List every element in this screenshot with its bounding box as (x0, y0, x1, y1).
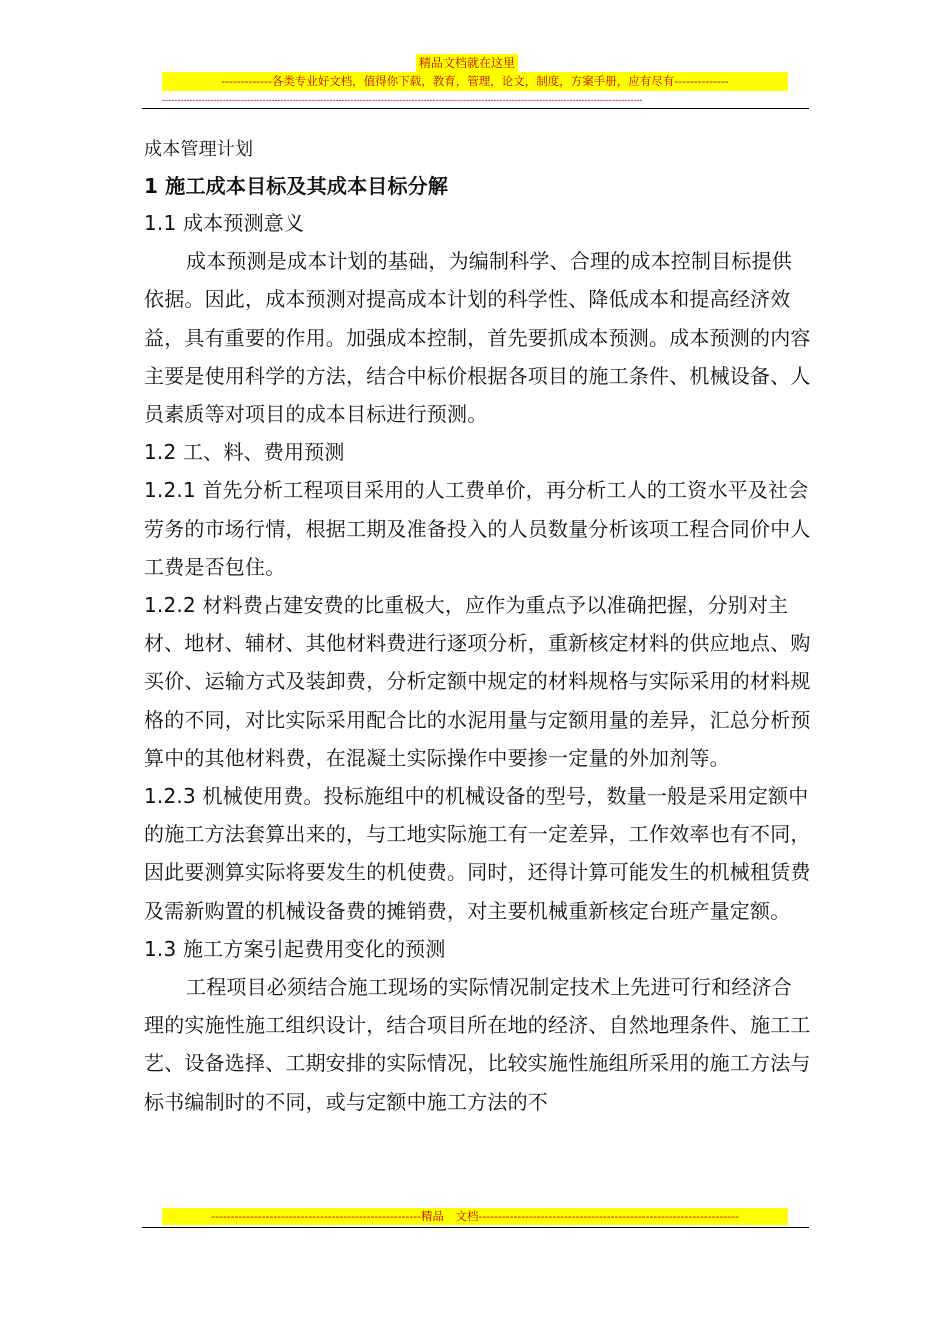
document-title: 成本管理计划 (144, 139, 254, 160)
paragraph-1-3: 工程项目必须结合施工现场的实际情况制定技术上先进可行和经济合理的实施性施工组织设计，结合项目所在地的经济、自然地理条件、施工工艺、设备选择、工期安排的实际情况，比较实施性施组所采用的施工方法与标书编制时的不同，或与定额中施工方法的不 (144, 975, 811, 1114)
header-banner: -------------各类专业好文档，值得你下载，教育，管理，论文，制度，方案手册，应有尽有-------------- (162, 72, 788, 91)
subsection-heading-1-3: 1.3 施工方案引起费用变化的预测 (144, 936, 446, 961)
footer-rule (142, 1227, 809, 1228)
subsection-heading-1-2: 1.2 工、料、费用预测 (144, 440, 345, 465)
header-dash-line: -------------------------------------------------------------------------------------------------------------------------------------------------------------- (162, 96, 643, 106)
footer-banner: ------------------------------------------------------精品 文档------------------------------------------------------------------- (162, 1208, 788, 1225)
document-body (144, 132, 812, 1121)
paragraph-1-2-3: 1.2.3 机械使用费。投标施组中的机械设备的型号，数量一般是采用定额中的施工方法套算出来的，与工地实际施工有一定差异，工作效率也有不同，因此要测算实际将要发生的机使费。同时，还得计算可能发生的机械租赁费及需新购置的机械设备费的摊销费，对主要机械重新核定台班产量定额。 (144, 784, 811, 923)
subsection-heading-1-1: 1.1 成本预测意义 (144, 211, 305, 235)
header-top-label: 精品文档就在这里 (416, 54, 518, 73)
paragraph-1-1: 成本预测是成本计划的基础，为编制科学、合理的成本控制目标提供依据。因此，成本预测对提高成本计划的科学性、降低成本和提高经济效益，具有重要的作用。加强成本控制，首先要抓成本预测。成本预测的内容主要是使用科学的方法，结合中标价根据各项目的施工条件、机械设备、人员素质等对项目的成本目标进行预测。 (144, 249, 811, 427)
header-rule (142, 108, 809, 109)
section-heading-1: 1 施工成本目标及其成本目标分解 (144, 174, 449, 198)
paragraph-1-2-1: 1.2.1 首先分析工程项目采用的人工费单价，再分析工人的工资水平及社会劳务的市场行情，根据工期及准备投入的人员数量分析该项工程合同价中人工费是否包住。 (144, 478, 811, 579)
paragraph-1-2-2: 1.2.2 材料费占建安费的比重极大，应作为重点予以准确把握，分别对主材、地材、辅材、其他材料费进行逐项分析，重新核定材料的供应地点、购买价、运输方式及装卸费，分析定额中规定的材料规格与实际采用的材料规格的不同，对比实际采用配合比的水泥用量与定额用量的差异，汇总分析预算中的其他材料费，在混凝土实际操作中要掺一定量的外加剂等。 (144, 593, 811, 770)
